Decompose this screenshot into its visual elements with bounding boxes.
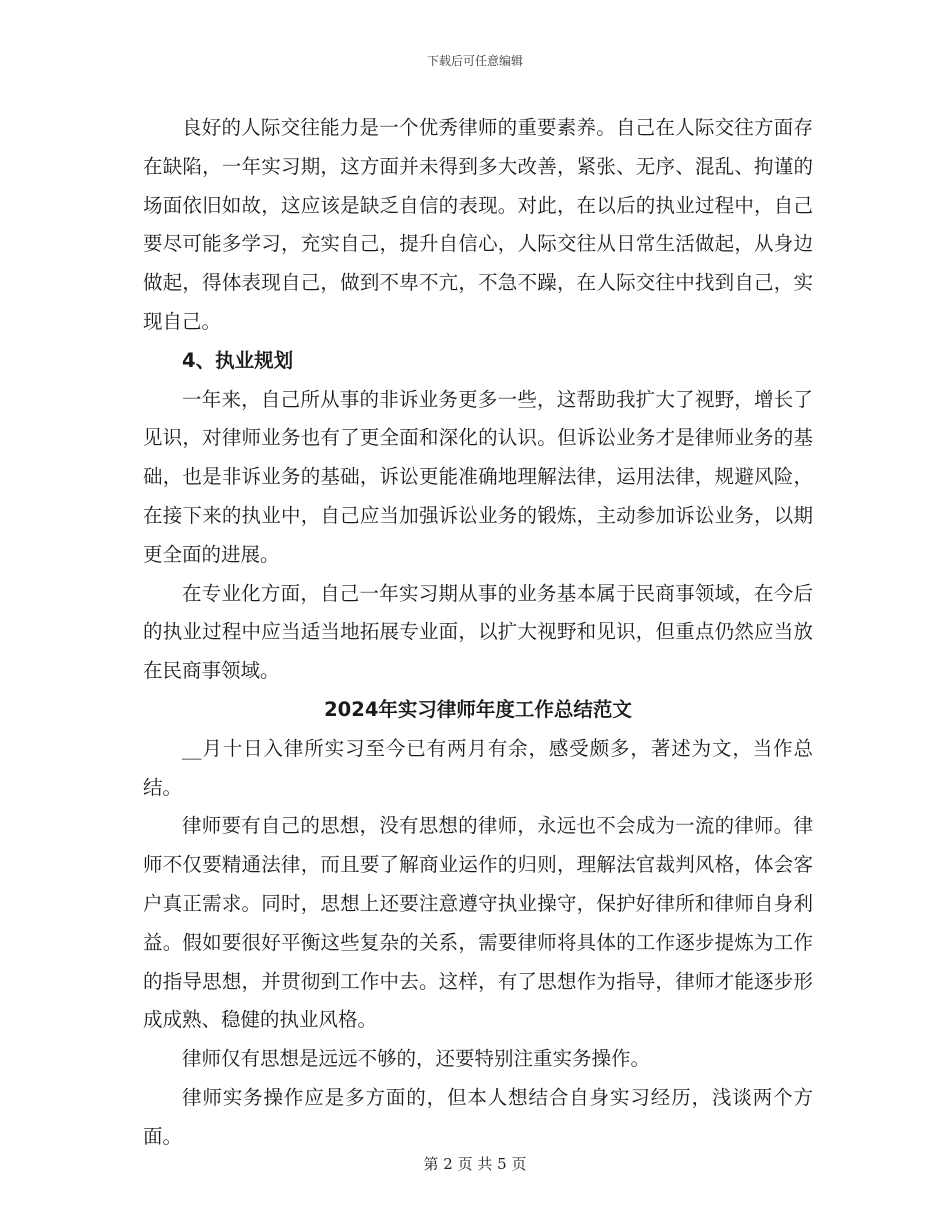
paragraph-practice: 律师仅有思想是远远不够的，还要特别注重实务操作。 <box>182 1047 651 1071</box>
paragraph-two-aspects: 律师实务操作应是多方面的，但本人想结合自身实习经历，浅谈两个方面。 <box>143 1085 813 1148</box>
paragraph-thinking: 律师要有自己的思想，没有思想的律师，永远也不会成为一流的律师。律师不仅要精通法律，而且要了解商业运作的归则，理解法官裁判风格，体会客户真正需求。同时，思想上还要注意遵守执业操守，保护好律所和律师自身利益。假如要很好平衡这些复杂的关系，需要律师将具体的工作逐步提炼为工作的指导思想，并贯彻到工作中去。这样，有了思想作为指导，律师才能逐步形成成熟、稳健的执业风格。 <box>143 814 813 1032</box>
paragraph-intro: __月十日入律所实习至今已有两月有余，感受颇多，著述为文，当作总结。 <box>143 736 813 799</box>
document-body <box>143 109 813 1157</box>
page-header: 下载后可任意编辑 <box>426 54 523 68</box>
paragraph-litigation: 一年来，自己所从事的非诉业务更多一些，这帮助我扩大了视野，增长了见识，对律师业务也有了更全面和深化的认识。但诉讼业务才是律师业务的基础，也是非诉业务的基础，诉讼更能准确地理解法律，运用法律，规避风险，在接下来的执业中，自己应当加强诉讼业务的锻炼，主动参加诉讼业务，以期更全面的进展。 <box>143 387 813 566</box>
page-number: 第 2 页 共 5 页 <box>423 1155 527 1173</box>
document-title: 2024年实习律师年度工作总结范文 <box>324 697 632 721</box>
section-heading-practice-plan: 4、执业规划 <box>182 348 294 372</box>
paragraph-interpersonal: 良好的人际交往能力是一个优秀律师的重要素养。自己在人际交往方面存在缺陷，一年实习期，这方面并未得到多大改善，紧张、无序、混乱、拘谨的场面依旧如故，这应该是缺乏自信的表现。对此，在以后的执业过程中，自己要尽可能多学习，充实自己，提升自信心，人际交往从日常生活做起，从身边做起，得体表现自己，做到不卑不亢，不急不躁，在人际交往中找到自己，实现自己。 <box>143 116 813 333</box>
paragraph-specialization: 在专业化方面，自己一年实习期从事的业务基本属于民商事领域，在今后的执业过程中应当适当地拓展专业面，以扩大视野和见识，但重点仍然应当放在民商事领域。 <box>143 581 813 683</box>
